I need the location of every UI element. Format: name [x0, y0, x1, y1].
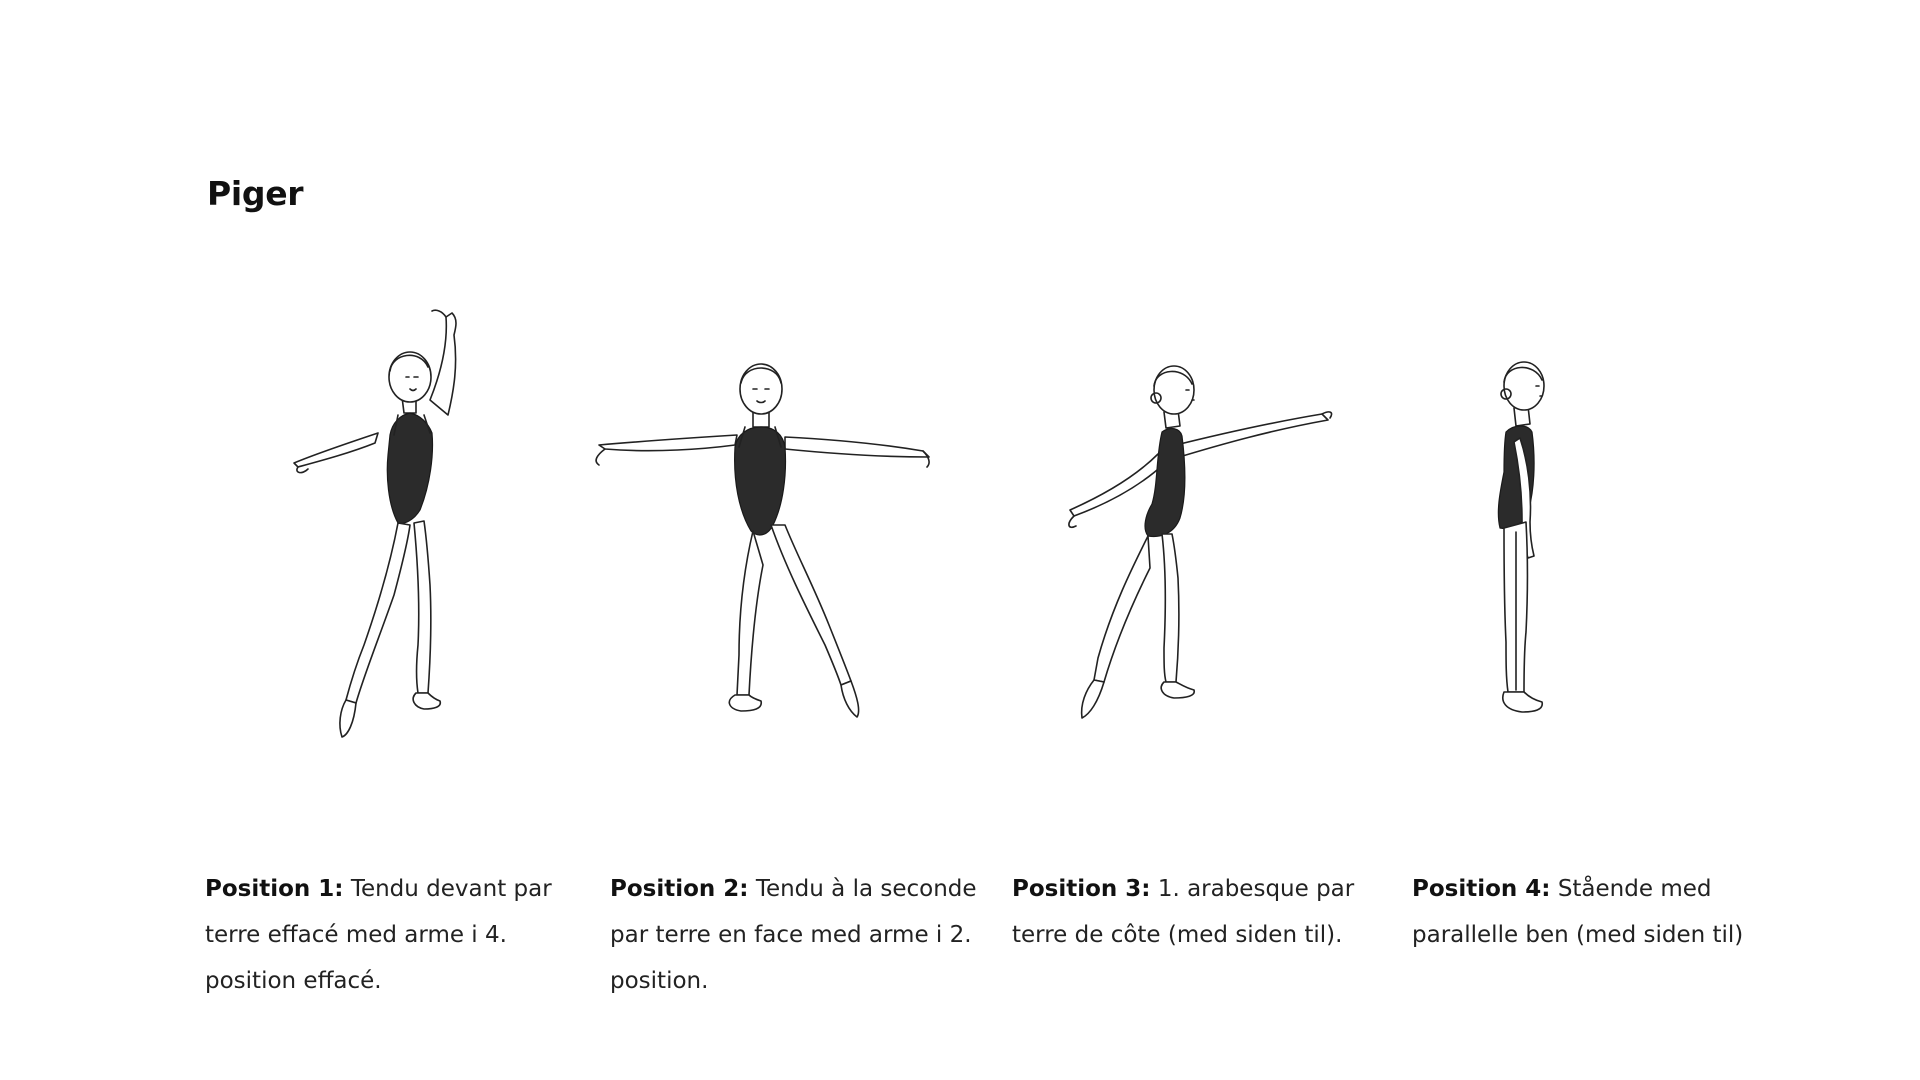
position-2-text: Tendu à la seconde par terre en face med arme i 2. position. [610, 876, 977, 994]
ballet-dancer-tendu-devant-icon [290, 305, 530, 755]
position-2-caption [610, 866, 990, 1004]
position-3-label: Position 3: [1012, 876, 1151, 902]
position-3-caption [1012, 866, 1392, 958]
page-title: Piger [207, 174, 304, 213]
position-2-label: Position 2: [610, 876, 749, 902]
ballet-dancer-tendu-seconde-icon [585, 365, 945, 735]
ballet-dancer-standing-profile-icon [1470, 362, 1590, 742]
position-4-caption [1412, 866, 1792, 958]
position-1-text: Tendu devant par terre effacé med arme i 4. position effacé. [205, 876, 552, 994]
ballet-dancer-arabesque-icon [1052, 368, 1342, 738]
position-4-text: Stående med parallelle ben (med siden til) [1412, 876, 1744, 948]
position-1-caption [205, 866, 565, 1004]
position-3-text: 1. arabesque par terre de côte (med siden til). [1012, 876, 1355, 948]
position-4-label: Position 4: [1412, 876, 1551, 902]
position-1-label: Position 1: [205, 876, 344, 902]
